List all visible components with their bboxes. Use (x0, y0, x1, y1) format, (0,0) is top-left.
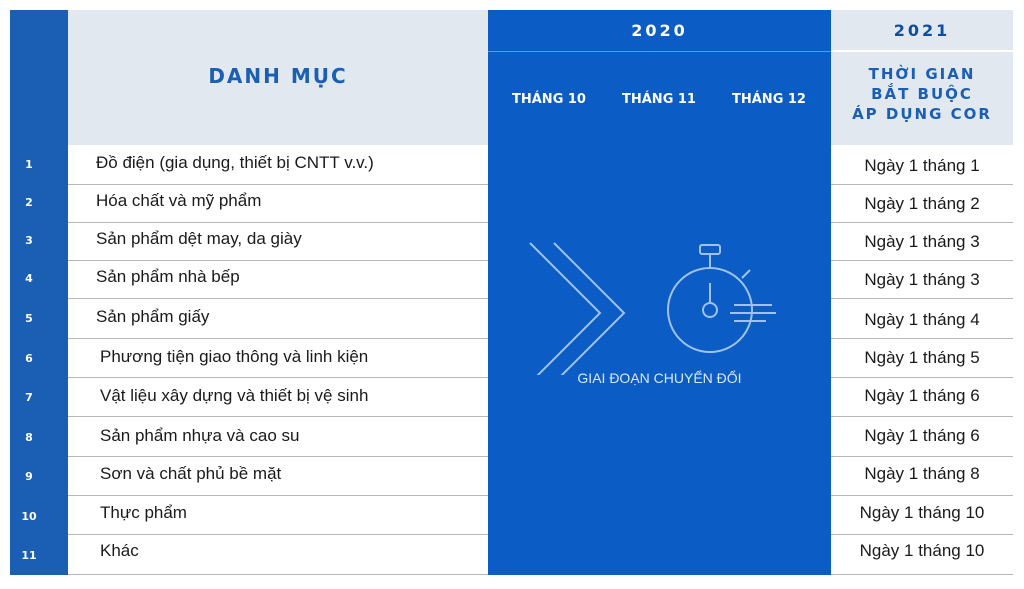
row-divider (831, 184, 1013, 185)
row-divider (68, 534, 488, 535)
chevron-right-icon (530, 243, 600, 375)
row-number: 7 (25, 391, 33, 404)
date-cell: Ngày 1 tháng 3 (864, 270, 980, 289)
row-divider (68, 416, 488, 417)
category-cell: Phương tiện giao thông và linh kiện (100, 347, 369, 366)
row-divider (831, 574, 1013, 575)
row-number: 4 (25, 272, 33, 285)
row-divider (831, 416, 1013, 417)
row-divider (831, 495, 1013, 496)
mandatory-header-line-3: ÁP DỤNG COR (852, 105, 992, 123)
row-divider (68, 574, 488, 575)
row-divider (68, 222, 488, 223)
category-cell: Khác (100, 541, 139, 560)
row-divider (831, 456, 1013, 457)
chevron-right-icon-2 (554, 243, 624, 375)
row-number: 2 (25, 196, 33, 209)
stopwatch-icon (488, 225, 831, 375)
mandatory-header-line-2: BẮT BUỘC (871, 85, 973, 103)
row-divider (68, 338, 488, 339)
row-divider (68, 377, 488, 378)
row-number: 9 (25, 470, 33, 483)
row-divider (831, 534, 1013, 535)
month-label-11: THÁNG 11 (622, 92, 696, 107)
category-cell: Sản phẩm nhựa và cao su (100, 426, 300, 445)
row-divider (68, 260, 488, 261)
category-cell: Vật liệu xây dựng và thiết bị vệ sinh (100, 386, 369, 405)
category-cell: Thực phẩm (100, 503, 187, 522)
row-divider (68, 495, 488, 496)
row-number: 11 (21, 549, 37, 562)
row-divider (831, 338, 1013, 339)
row-divider (68, 298, 488, 299)
year-2021-label: 2021 (831, 10, 1013, 52)
category-cell: Hóa chất và mỹ phẩm (96, 191, 262, 210)
category-cell: Sản phẩm nhà bếp (96, 267, 240, 286)
row-number: 8 (25, 431, 33, 444)
row-number: 3 (25, 234, 33, 247)
row-number: 10 (21, 510, 37, 523)
row-divider (68, 456, 488, 457)
month-label-10: THÁNG 10 (512, 92, 586, 107)
date-cell: Ngày 1 tháng 6 (864, 386, 980, 405)
row-divider (831, 222, 1013, 223)
date-cell: Ngày 1 tháng 6 (864, 426, 980, 445)
row-divider (831, 260, 1013, 261)
number-column (10, 10, 68, 575)
row-divider (68, 184, 488, 185)
row-number: 5 (25, 312, 33, 325)
date-cell: Ngày 1 tháng 8 (864, 464, 980, 483)
mandatory-header-line-1: THỜI GIAN (868, 65, 976, 83)
year-2020-label: 2020 (488, 10, 831, 52)
date-cell: Ngày 1 tháng 4 (864, 310, 980, 329)
date-cell: Ngày 1 tháng 3 (864, 232, 980, 251)
mandatory-cor-date-header (831, 64, 1013, 124)
category-cell: Sản phẩm giấy (96, 307, 210, 326)
date-cell: Ngày 1 tháng 1 (864, 156, 980, 175)
date-cell: Ngày 1 tháng 5 (864, 348, 980, 367)
date-cell: Ngày 1 tháng 10 (859, 503, 985, 522)
row-divider (831, 377, 1013, 378)
date-cell: Ngày 1 tháng 10 (859, 541, 985, 560)
transition-period-label: GIAI ĐOẠN CHUYỂN ĐỔI (577, 370, 742, 386)
category-cell: Đồ điện (gia dụng, thiết bị CNTT v.v.) (96, 153, 374, 172)
row-number: 6 (25, 352, 33, 365)
date-cell: Ngày 1 tháng 2 (864, 194, 980, 213)
category-cell: Sản phẩm dệt may, da giày (96, 229, 302, 248)
month-label-12: THÁNG 12 (732, 92, 806, 107)
category-cell: Sơn và chất phủ bề mặt (100, 464, 282, 483)
row-divider (831, 298, 1013, 299)
row-number: 1 (25, 158, 33, 171)
category-title: DANH MỤC (208, 64, 348, 88)
